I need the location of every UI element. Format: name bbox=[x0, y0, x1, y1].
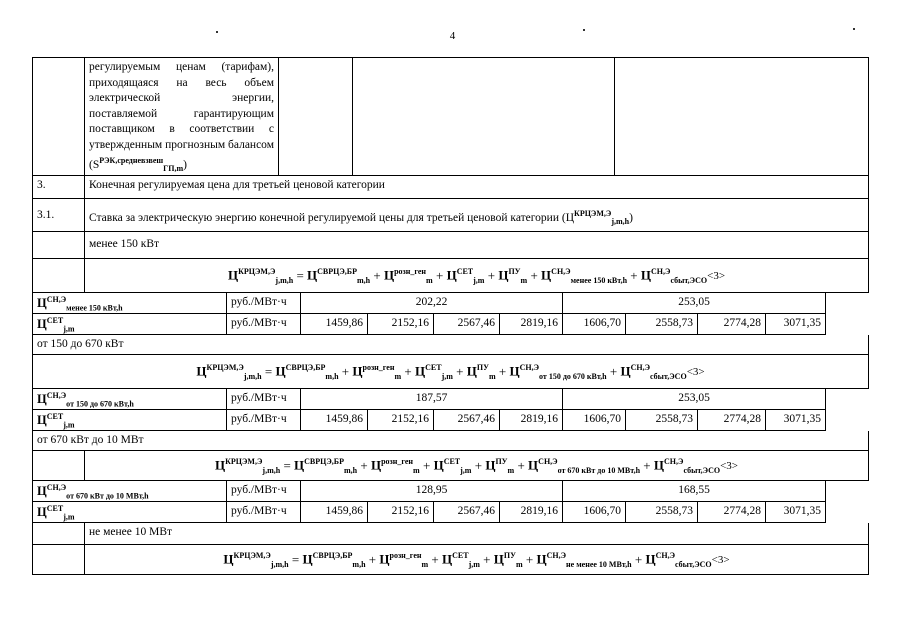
table-row bbox=[33, 199, 869, 232]
value-cell: 1459,86 bbox=[301, 410, 368, 431]
value-cell: 202,22 bbox=[301, 293, 563, 314]
formula-lhs: $Ц^{КРЦЭМ,Э}_{j,m,h}$ bbox=[223, 550, 289, 569]
footnote-ref: <3> bbox=[686, 365, 705, 378]
formula-term: $Ц^{СН,Э}_{сбыт,ЭСО}$ bbox=[645, 550, 712, 569]
table-row bbox=[33, 481, 869, 502]
table-row bbox=[33, 523, 869, 545]
value-cell: 2774,28 bbox=[698, 410, 766, 431]
value-cell: 2774,28 bbox=[698, 502, 766, 523]
value-cell: 1606,70 bbox=[563, 502, 626, 523]
value-cell: 1606,70 bbox=[563, 314, 626, 335]
price-formula: $Ц^{КРЦЭМ,Э}_{j,m,h}$ = $Ц^{СВРЦЭ,БР}_{m,h}$ + $Ц^{розн\_ген}_m$ + $Ц^{СЕТ}_{j,m}$ + $Ц^{ПУ}_m$ + $Ц^{СН,Э}_{от 150 до 670 кВт,h}$ + $Ц^{СН,Э}_{сбыт,ЭСО}$ <3> bbox=[33, 355, 869, 389]
unit-cell: руб./МВт·ч bbox=[227, 293, 301, 314]
unit-cell: руб./МВт·ч bbox=[227, 502, 301, 523]
sn-symbol: $Ц^{СН,Э}_{менее 150 кВт,h}$ bbox=[33, 293, 227, 314]
capacity-label: от 150 до 670 кВт bbox=[33, 335, 869, 355]
value-cell: 2558,73 bbox=[626, 410, 698, 431]
formula-term: $Ц^{СЕТ}_{j,m}$ bbox=[442, 550, 480, 569]
value-cell: 187,57 bbox=[301, 389, 563, 410]
set-symbol: $Ц^{СЕТ}_{j,m}$ bbox=[33, 502, 227, 523]
capacity-label: от 670 кВт до 10 МВт bbox=[33, 431, 869, 451]
formula-term: $Ц^{СЕТ}_{j,m}$ bbox=[446, 266, 485, 285]
scan-dot bbox=[583, 29, 585, 31]
formula-term: $Ц^{розн\_ген}_m$ bbox=[383, 266, 433, 285]
footnote-ref: <3> bbox=[707, 269, 726, 282]
unit-cell: руб./МВт·ч bbox=[227, 481, 301, 502]
formula-term: $Ц^{СН,Э}_{сбыт,ЭСО}$ bbox=[653, 456, 721, 475]
formula-term: $Ц^{СЕТ}_{j,m}$ bbox=[433, 456, 472, 475]
footnote-ref: <3> bbox=[720, 459, 739, 472]
formula-term: $Ц^{СН,Э}_{сбыт,ЭСО}$ bbox=[640, 266, 708, 285]
formula-term: $Ц^{СЕТ}_{j,m}$ bbox=[414, 362, 453, 381]
value-cell: 2567,46 bbox=[434, 314, 500, 335]
unit-cell: руб./МВт·ч bbox=[227, 389, 301, 410]
table-row bbox=[33, 502, 869, 523]
value-cell: 1606,70 bbox=[563, 410, 626, 431]
footnote-ref: <3> bbox=[711, 553, 730, 566]
scan-dot bbox=[853, 28, 855, 30]
formula-term: $Ц^{СВРЦЭ,БР}_{m,h}$ bbox=[275, 362, 339, 381]
sn-symbol: $Ц^{СН,Э}_{от 150 до 670 кВт,h}$ bbox=[33, 389, 227, 410]
intro-text-cell: регулируемым ценам (тарифам), приходящаяся на весь объем электрической энергии, поставляемой гарантирующим поставщиком в соответствии с утвержденным прогнозным балансом $(S^{РЭК,средневзвеш}_{ГП,m})$ bbox=[85, 58, 279, 176]
tariff-table bbox=[32, 57, 869, 575]
value-cell: 1459,86 bbox=[301, 502, 368, 523]
unit-cell: руб./МВт·ч bbox=[227, 410, 301, 431]
value-cell: 2819,16 bbox=[500, 410, 563, 431]
table-row bbox=[33, 293, 869, 314]
formula-term: $Ц^{ПУ}_m$ bbox=[493, 550, 523, 569]
formula-term: $Ц^{розн\_ген}_m$ bbox=[370, 456, 420, 475]
value-cell: 2567,46 bbox=[434, 502, 500, 523]
table-row bbox=[33, 176, 869, 199]
formula-row bbox=[33, 259, 869, 293]
value-cell: 253,05 bbox=[563, 389, 826, 410]
section-number: 3.1. bbox=[33, 199, 85, 232]
value-cell: 3071,35 bbox=[766, 502, 826, 523]
table-row bbox=[33, 58, 869, 176]
page-number: 4 bbox=[449, 30, 456, 42]
formula-lhs: $Ц^{КРЦЭМ,Э}_{j,m,h}$ bbox=[227, 266, 294, 285]
set-symbol: $Ц^{СЕТ}_{j,m}$ bbox=[33, 410, 227, 431]
formula-term: $Ц^{розн\_ген}_m$ bbox=[379, 550, 429, 569]
value-cell: 253,05 bbox=[563, 293, 826, 314]
value-cell: 3071,35 bbox=[766, 314, 826, 335]
value-cell: 3071,35 bbox=[766, 410, 826, 431]
price-formula: $Ц^{КРЦЭМ,Э}_{j,m,h}$ = $Ц^{СВРЦЭ,БР}_{m,h}$ + $Ц^{розн\_ген}_m$ + $Ц^{СЕТ}_{j,m}$ + $Ц^{ПУ}_m$ + $Ц^{СН,Э}_{не менее 10 МВт,h}$ + $Ц^{СН,Э}_{сбыт,ЭСО}$ <3> bbox=[85, 545, 869, 575]
formula-term: $Ц^{ПУ}_m$ bbox=[466, 362, 496, 381]
formula-term: $Ц^{ПУ}_m$ bbox=[485, 456, 515, 475]
formula-row bbox=[33, 451, 869, 481]
sn-symbol: $Ц^{СН,Э}_{от 670 кВт до 10 МВт,h}$ bbox=[33, 481, 227, 502]
capacity-label: не менее 10 МВт bbox=[85, 523, 869, 545]
set-symbol: $Ц^{СЕТ}_{j,m}$ bbox=[33, 314, 227, 335]
table-row bbox=[33, 389, 869, 410]
formula-term: $Ц^{СВРЦЭ,БР}_{m,h}$ bbox=[294, 456, 358, 475]
table-row bbox=[33, 431, 869, 451]
price-formula: $Ц^{КРЦЭМ,Э}_{j,m,h}$ = $Ц^{СВРЦЭ,БР}_{m,h}$ + $Ц^{розн\_ген}_m$ + $Ц^{СЕТ}_{j,m}$ + $Ц^{ПУ}_m$ + $Ц^{СН,Э}_{менее 150 кВт,h}$ + $Ц^{СН,Э}_{сбыт,ЭСО}$ <3> bbox=[85, 259, 869, 293]
value-cell: 2152,16 bbox=[368, 502, 434, 523]
formula-lhs: $Ц^{КРЦЭМ,Э}_{j,m,h}$ bbox=[214, 456, 281, 475]
value-cell: 2774,28 bbox=[698, 314, 766, 335]
formula-term: $Ц^{СН,Э}_{от 150 до 670 кВт,h}$ bbox=[509, 362, 607, 381]
value-cell: 2152,16 bbox=[368, 410, 434, 431]
formula-term: $Ц^{СН,Э}_{не менее 10 МВт,h}$ bbox=[536, 550, 632, 569]
value-cell: 1459,86 bbox=[301, 314, 368, 335]
table-row bbox=[33, 410, 869, 431]
formula-lhs: $Ц^{КРЦЭМ,Э}_{j,m,h}$ bbox=[196, 362, 262, 381]
formula-term: $Ц^{ПУ}_m$ bbox=[498, 266, 528, 285]
table-row bbox=[33, 335, 869, 355]
formula-term: $Ц^{розн\_ген}_m$ bbox=[352, 362, 402, 381]
formula-term: $Ц^{СВРЦЭ,БР}_{m,h}$ bbox=[302, 550, 366, 569]
formula-term: $Ц^{СВРЦЭ,БР}_{m,h}$ bbox=[307, 266, 371, 285]
value-cell: 2567,46 bbox=[434, 410, 500, 431]
value-cell: 128,95 bbox=[301, 481, 563, 502]
price-formula: $Ц^{КРЦЭМ,Э}_{j,m,h}$ = $Ц^{СВРЦЭ,БР}_{m,h}$ + $Ц^{розн\_ген}_m$ + $Ц^{СЕТ}_{j,m}$ + $Ц^{ПУ}_m$ + $Ц^{СН,Э}_{от 670 кВт до 10 МВт,h}$ + $Ц^{СН,Э}_{сбыт,ЭСО}$ <3> bbox=[85, 451, 869, 481]
section-title: Ставка за электрическую энергию конечной регулируемой цены для третьей ценовой категории $(Ц^{КРЦЭМ,Э}_{j,m,h})$ bbox=[85, 199, 869, 232]
table-row bbox=[33, 314, 869, 335]
value-cell: 168,55 bbox=[563, 481, 826, 502]
formula-row bbox=[33, 355, 869, 389]
section-number: 3. bbox=[33, 176, 85, 199]
formula-row bbox=[33, 545, 869, 575]
section-title: Конечная регулируемая цена для третьей ценовой категории bbox=[85, 176, 869, 199]
formula-term: $Ц^{СН,Э}_{сбыт,ЭСО}$ bbox=[620, 362, 687, 381]
formula-term: $Ц^{СН,Э}_{менее 150 кВт,h}$ bbox=[541, 266, 628, 285]
value-cell: 2558,73 bbox=[626, 502, 698, 523]
scan-dot bbox=[216, 31, 218, 33]
capacity-label: менее 150 кВт bbox=[85, 232, 869, 259]
table-row bbox=[33, 232, 869, 259]
value-cell: 2152,16 bbox=[368, 314, 434, 335]
value-cell: 2819,16 bbox=[500, 502, 563, 523]
unit-cell: руб./МВт·ч bbox=[227, 314, 301, 335]
value-cell: 2558,73 bbox=[626, 314, 698, 335]
formula-term: $Ц^{СН,Э}_{от 670 кВт до 10 МВт,h}$ bbox=[528, 456, 641, 475]
value-cell: 2819,16 bbox=[500, 314, 563, 335]
